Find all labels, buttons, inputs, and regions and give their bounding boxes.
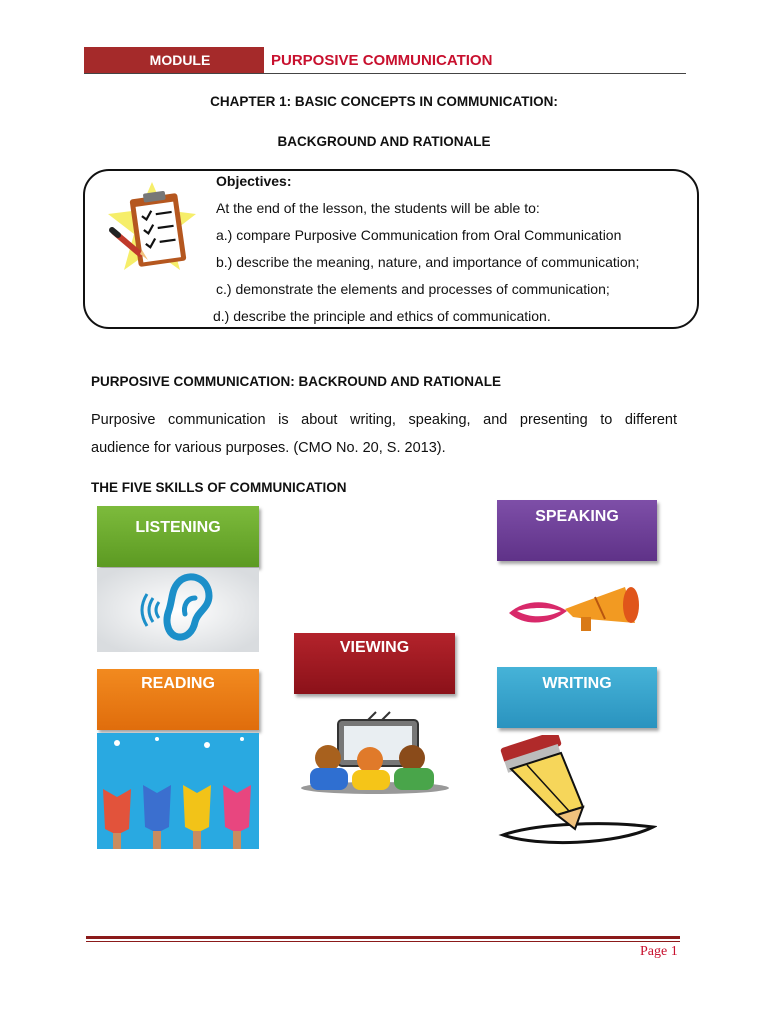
section-heading: PURPOSIVE COMMUNICATION: BACKROUND AND RATIONALE [91, 374, 501, 389]
raised-books-icon [97, 733, 259, 849]
objective-item: a.) compare Purposive Communication from Oral Communication [216, 227, 622, 243]
objective-item: b.) describe the meaning, nature, and importance of communication; [216, 254, 640, 270]
skill-viewing-label: VIEWING [294, 633, 455, 694]
chapter-title: CHAPTER 1: BASIC CONCEPTS IN COMMUNICATION: [210, 94, 558, 109]
skill-writing-label: WRITING [497, 667, 657, 728]
mouth-megaphone-icon [505, 583, 645, 635]
module-label: MODULE [149, 52, 211, 68]
header-rule [84, 73, 686, 74]
objectives-intro: At the end of the lesson, the students will be able to: [216, 200, 540, 216]
paragraph-line: Purposive communication is about writing, speaking, and presenting to different [91, 412, 677, 428]
pencil-icon [497, 735, 657, 849]
objective-item: c.) demonstrate the elements and processes of communication; [216, 281, 610, 297]
clipboard-checklist-icon [104, 180, 200, 280]
page-number: Page 1 [640, 944, 678, 959]
footer-rule-thin [86, 941, 680, 942]
chapter-subtitle: BACKGROUND AND RATIONALE [277, 134, 491, 149]
skill-speaking-label: SPEAKING [497, 500, 657, 561]
kids-watching-tv-icon [298, 710, 452, 794]
skill-listening-label: LISTENING [97, 506, 259, 567]
course-title: PURPOSIVE COMMUNICATION [271, 52, 493, 69]
paragraph-line: audience for various purposes. (CMO No. 20, S. 2013). [91, 440, 446, 456]
objective-item: d.) describe the principle and ethics of communication. [213, 308, 551, 324]
ear-icon [97, 568, 259, 652]
footer-rule [86, 936, 680, 939]
objectives-heading: Objectives: [216, 173, 292, 189]
section-heading: THE FIVE SKILLS OF COMMUNICATION [91, 480, 347, 495]
skill-reading-label: READING [97, 669, 259, 730]
